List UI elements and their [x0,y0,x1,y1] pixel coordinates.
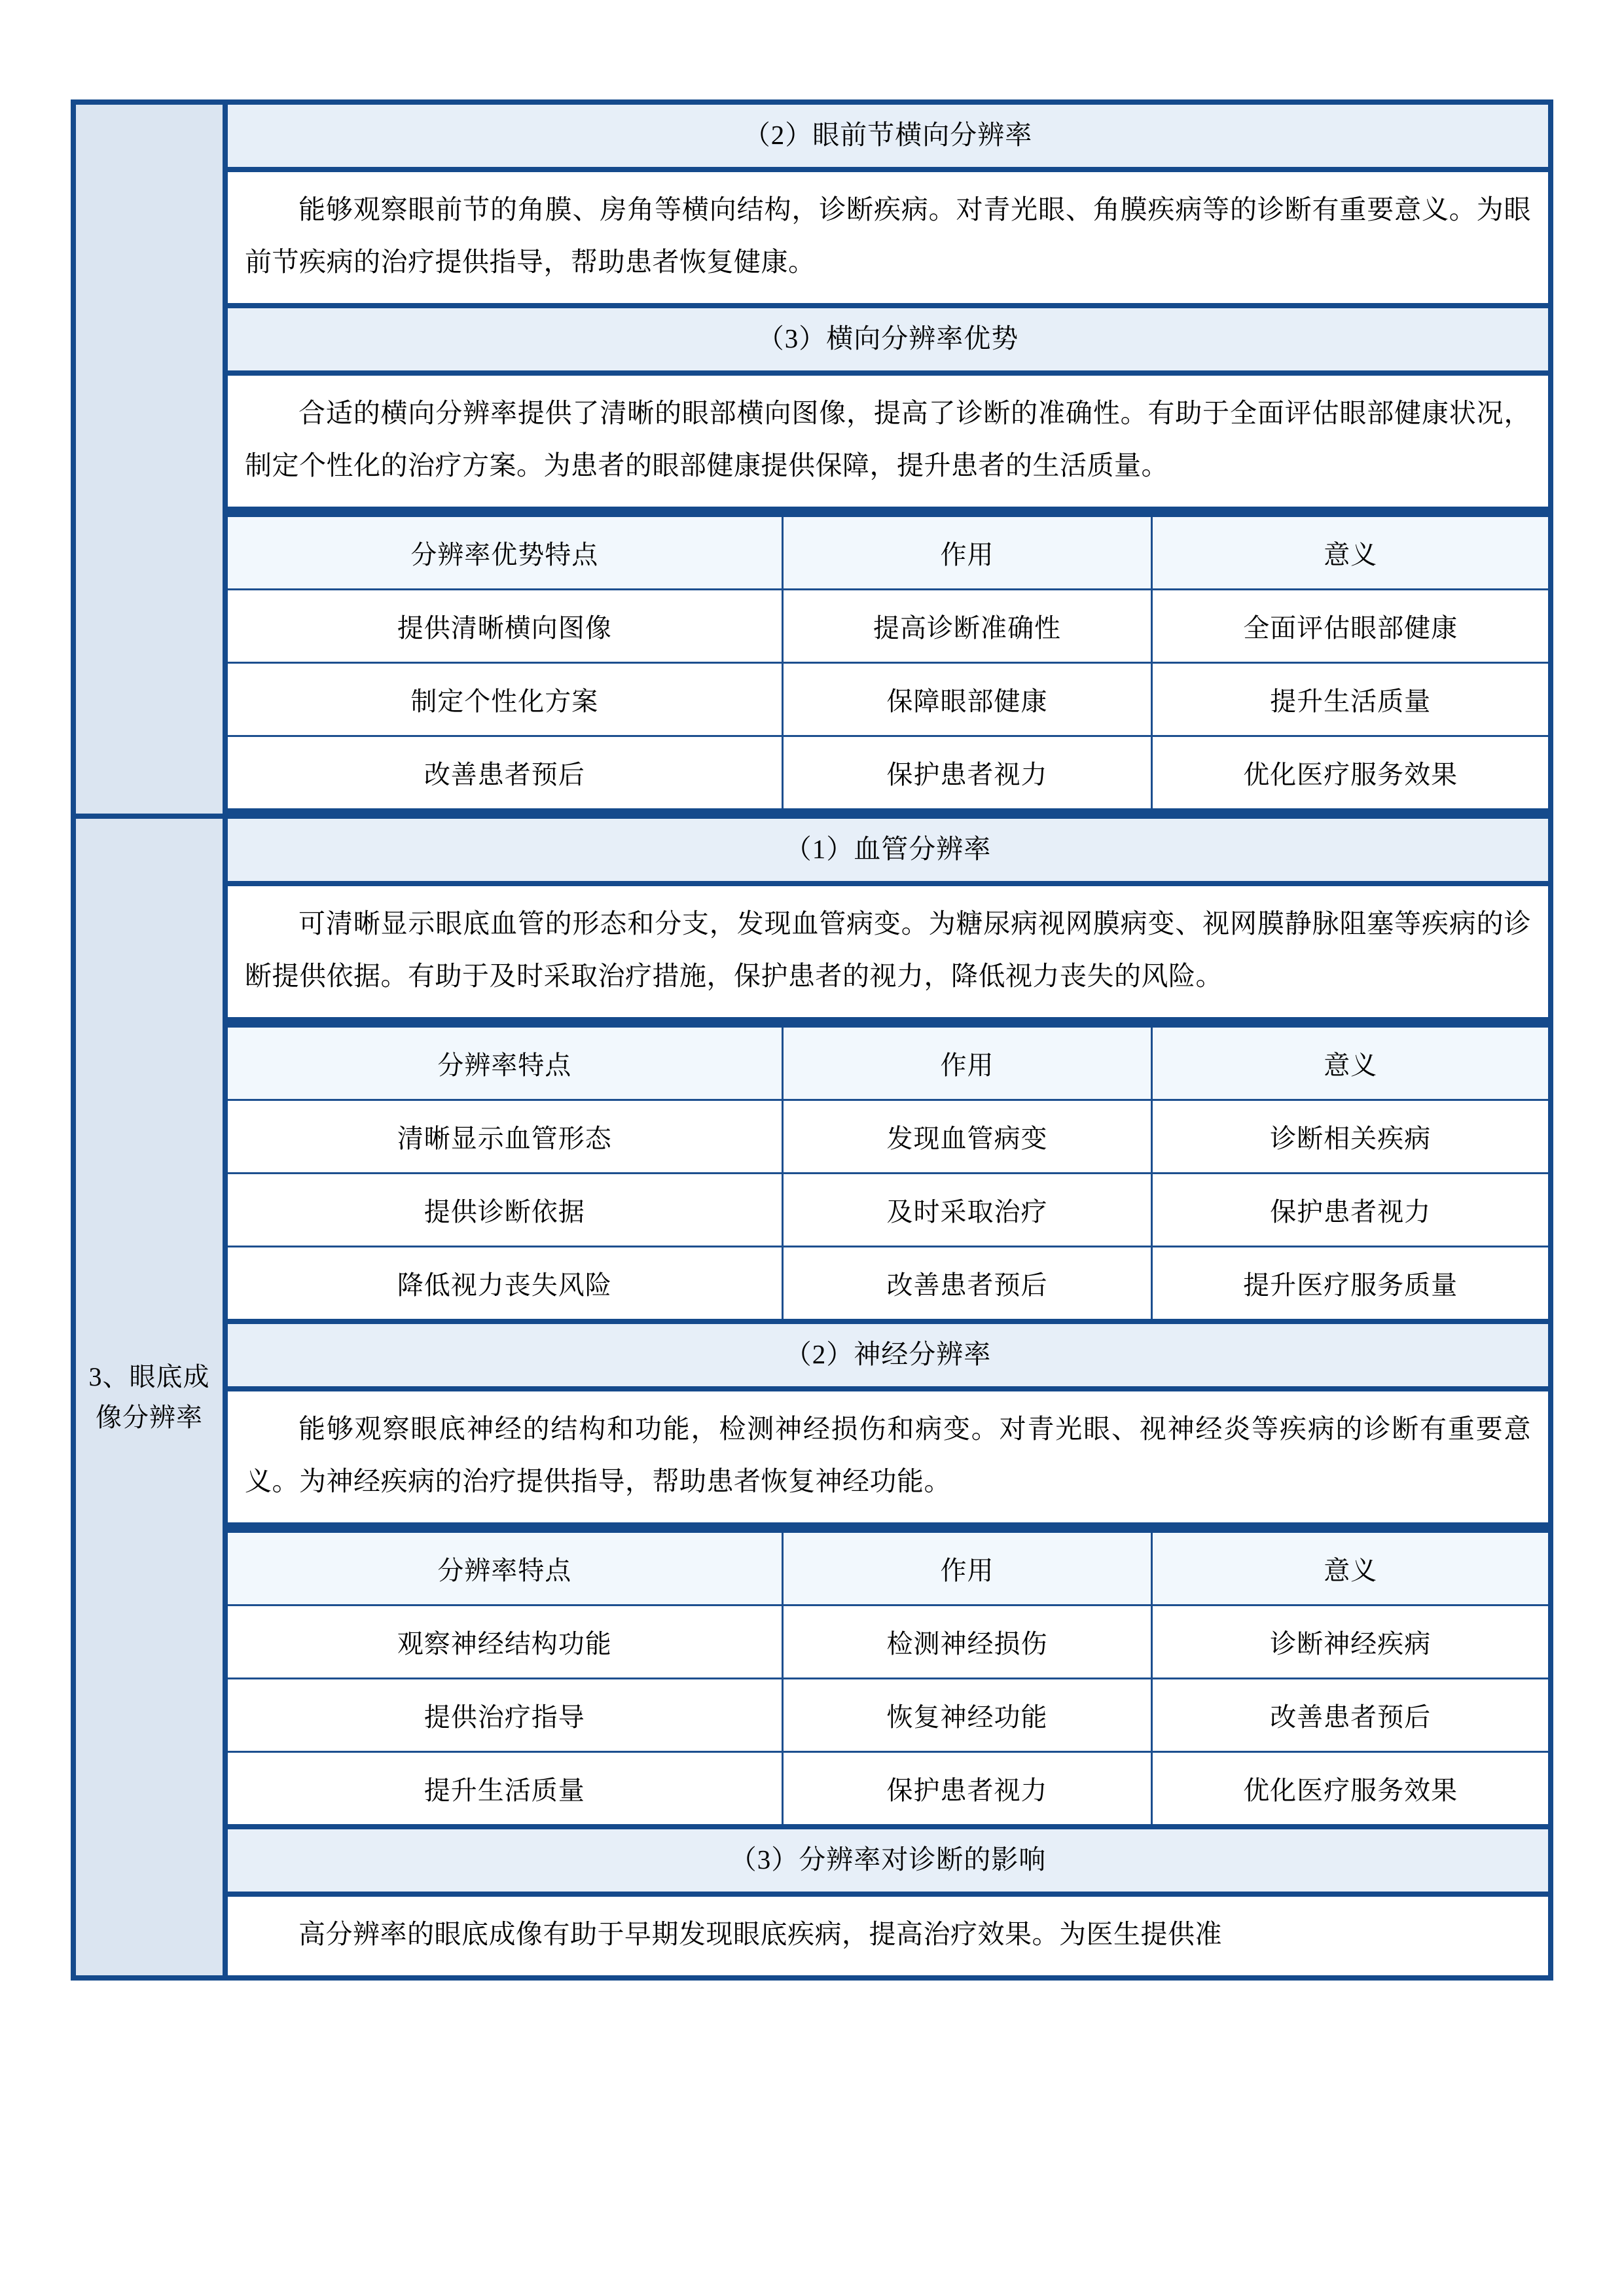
inner-cell: 诊断神经疾病 [1152,1605,1548,1679]
inner-cell: 恢复神经功能 [782,1679,1152,1752]
inner-table-wrapper-3 [228,1528,1548,1829]
inner-table-header-row [228,1530,1548,1605]
subheading-vessel-resolution: （1）血管分辨率 [228,819,1548,886]
inner-table-lateral-advantages [228,512,1548,814]
inner-header-significance: 意义 [1152,514,1548,590]
paragraph-nerve-resolution: 能够观察眼底神经的结构和功能，检测神经损伤和病变。对青光眼、视神经炎等疾病的诊断有重要意义。为神经疾病的治疗提供指导，帮助患者恢复神经功能。 [228,1391,1548,1528]
inner-table-row [228,1679,1548,1752]
inner-header-function: 作用 [782,514,1152,590]
inner-cell: 保护患者视力 [1152,1174,1548,1247]
subheading-anterior-lateral-resolution: （2）眼前节横向分辨率 [228,105,1548,172]
inner-cell: 改善患者预后 [782,1247,1152,1322]
inner-cell: 观察神经结构功能 [228,1605,782,1679]
inner-table-row [228,1605,1548,1679]
table-row [73,816,1551,1978]
inner-table-wrapper-2 [228,1022,1548,1324]
inner-cell: 提升生活质量 [228,1752,782,1827]
inner-cell: 提供诊断依据 [228,1174,782,1247]
inner-cell: 改善患者预后 [228,736,782,812]
inner-cell: 降低视力丧失风险 [228,1247,782,1322]
inner-cell: 提升生活质量 [1152,663,1548,736]
inner-cell: 清晰显示血管形态 [228,1100,782,1174]
paragraph-lateral-resolution-advantage: 合适的横向分辨率提供了清晰的眼部横向图像，提高了诊断的准确性。有助于全面评估眼部健康状况，制定个性化的治疗方案。为患者的眼部健康提供保障，提升患者的生活质量。 [228,376,1548,512]
inner-cell: 保护患者视力 [782,1752,1152,1827]
inner-cell: 优化医疗服务效果 [1152,1752,1548,1827]
inner-cell: 提供治疗指导 [228,1679,782,1752]
inner-table-header-row [228,514,1548,590]
main-content-table [71,99,1553,1981]
inner-cell: 全面评估眼部健康 [1152,590,1548,663]
inner-table-nerve-resolution [228,1528,1548,1829]
inner-header-feature: 分辨率优势特点 [228,514,782,590]
table-row [73,102,1551,816]
inner-header-function: 作用 [782,1530,1152,1605]
section-label-cell-2 [73,816,225,1978]
section-label-line2: 像分辨率 [96,1402,203,1432]
inner-cell: 保障眼部健康 [782,663,1152,736]
inner-header-significance: 意义 [1152,1530,1548,1605]
paragraph-anterior-lateral-resolution: 能够观察眼前节的角膜、房角等横向结构，诊断疾病。对青光眼、角膜疾病等的诊断有重要意义。为眼前节疾病的治疗提供指导，帮助患者恢复健康。 [228,172,1548,308]
subheading-nerve-resolution: （2）神经分辨率 [228,1324,1548,1391]
subheading-resolution-diagnosis-impact: （3）分辨率对诊断的影响 [228,1829,1548,1897]
inner-table-row [228,1174,1548,1247]
paragraph-vessel-resolution: 可清晰显示眼底血管的形态和分支，发现血管病变。为糖尿病视网膜病变、视网膜静脉阻塞等疾病的诊断提供依据。有助于及时采取治疗措施，保护患者的视力，降低视力丧失的风险。 [228,886,1548,1022]
inner-header-significance: 意义 [1152,1025,1548,1100]
inner-table-row [228,590,1548,663]
section-content-cell-1 [225,102,1551,816]
section-label-cell-1 [73,102,225,816]
inner-header-feature: 分辨率特点 [228,1530,782,1605]
section-content-cell-2 [225,816,1551,1978]
subheading-lateral-resolution-advantage: （3）横向分辨率优势 [228,308,1548,376]
inner-cell: 制定个性化方案 [228,663,782,736]
inner-table-row [228,736,1548,812]
paragraph-resolution-diagnosis-impact: 高分辨率的眼底成像有助于早期发现眼底疾病，提高治疗效果。为医生提供准 [228,1897,1548,1975]
inner-header-function: 作用 [782,1025,1152,1100]
inner-header-feature: 分辨率特点 [228,1025,782,1100]
inner-cell: 优化医疗服务效果 [1152,736,1548,812]
inner-table-vessel-resolution [228,1022,1548,1324]
inner-cell: 诊断相关疾病 [1152,1100,1548,1174]
inner-table-header-row [228,1025,1548,1100]
inner-cell: 改善患者预后 [1152,1679,1548,1752]
inner-cell: 提高诊断准确性 [782,590,1152,663]
inner-cell: 发现血管病变 [782,1100,1152,1174]
inner-table-row [228,1752,1548,1827]
inner-table-row [228,1247,1548,1322]
inner-cell: 及时采取治疗 [782,1174,1152,1247]
inner-cell: 提升医疗服务质量 [1152,1247,1548,1322]
inner-cell: 保护患者视力 [782,736,1152,812]
inner-cell: 检测神经损伤 [782,1605,1152,1679]
inner-table-row [228,663,1548,736]
inner-table-wrapper-1 [228,512,1548,814]
section-label-line1: 3、眼底成 [88,1361,210,1391]
inner-cell: 提供清晰横向图像 [228,590,782,663]
inner-table-row [228,1100,1548,1174]
